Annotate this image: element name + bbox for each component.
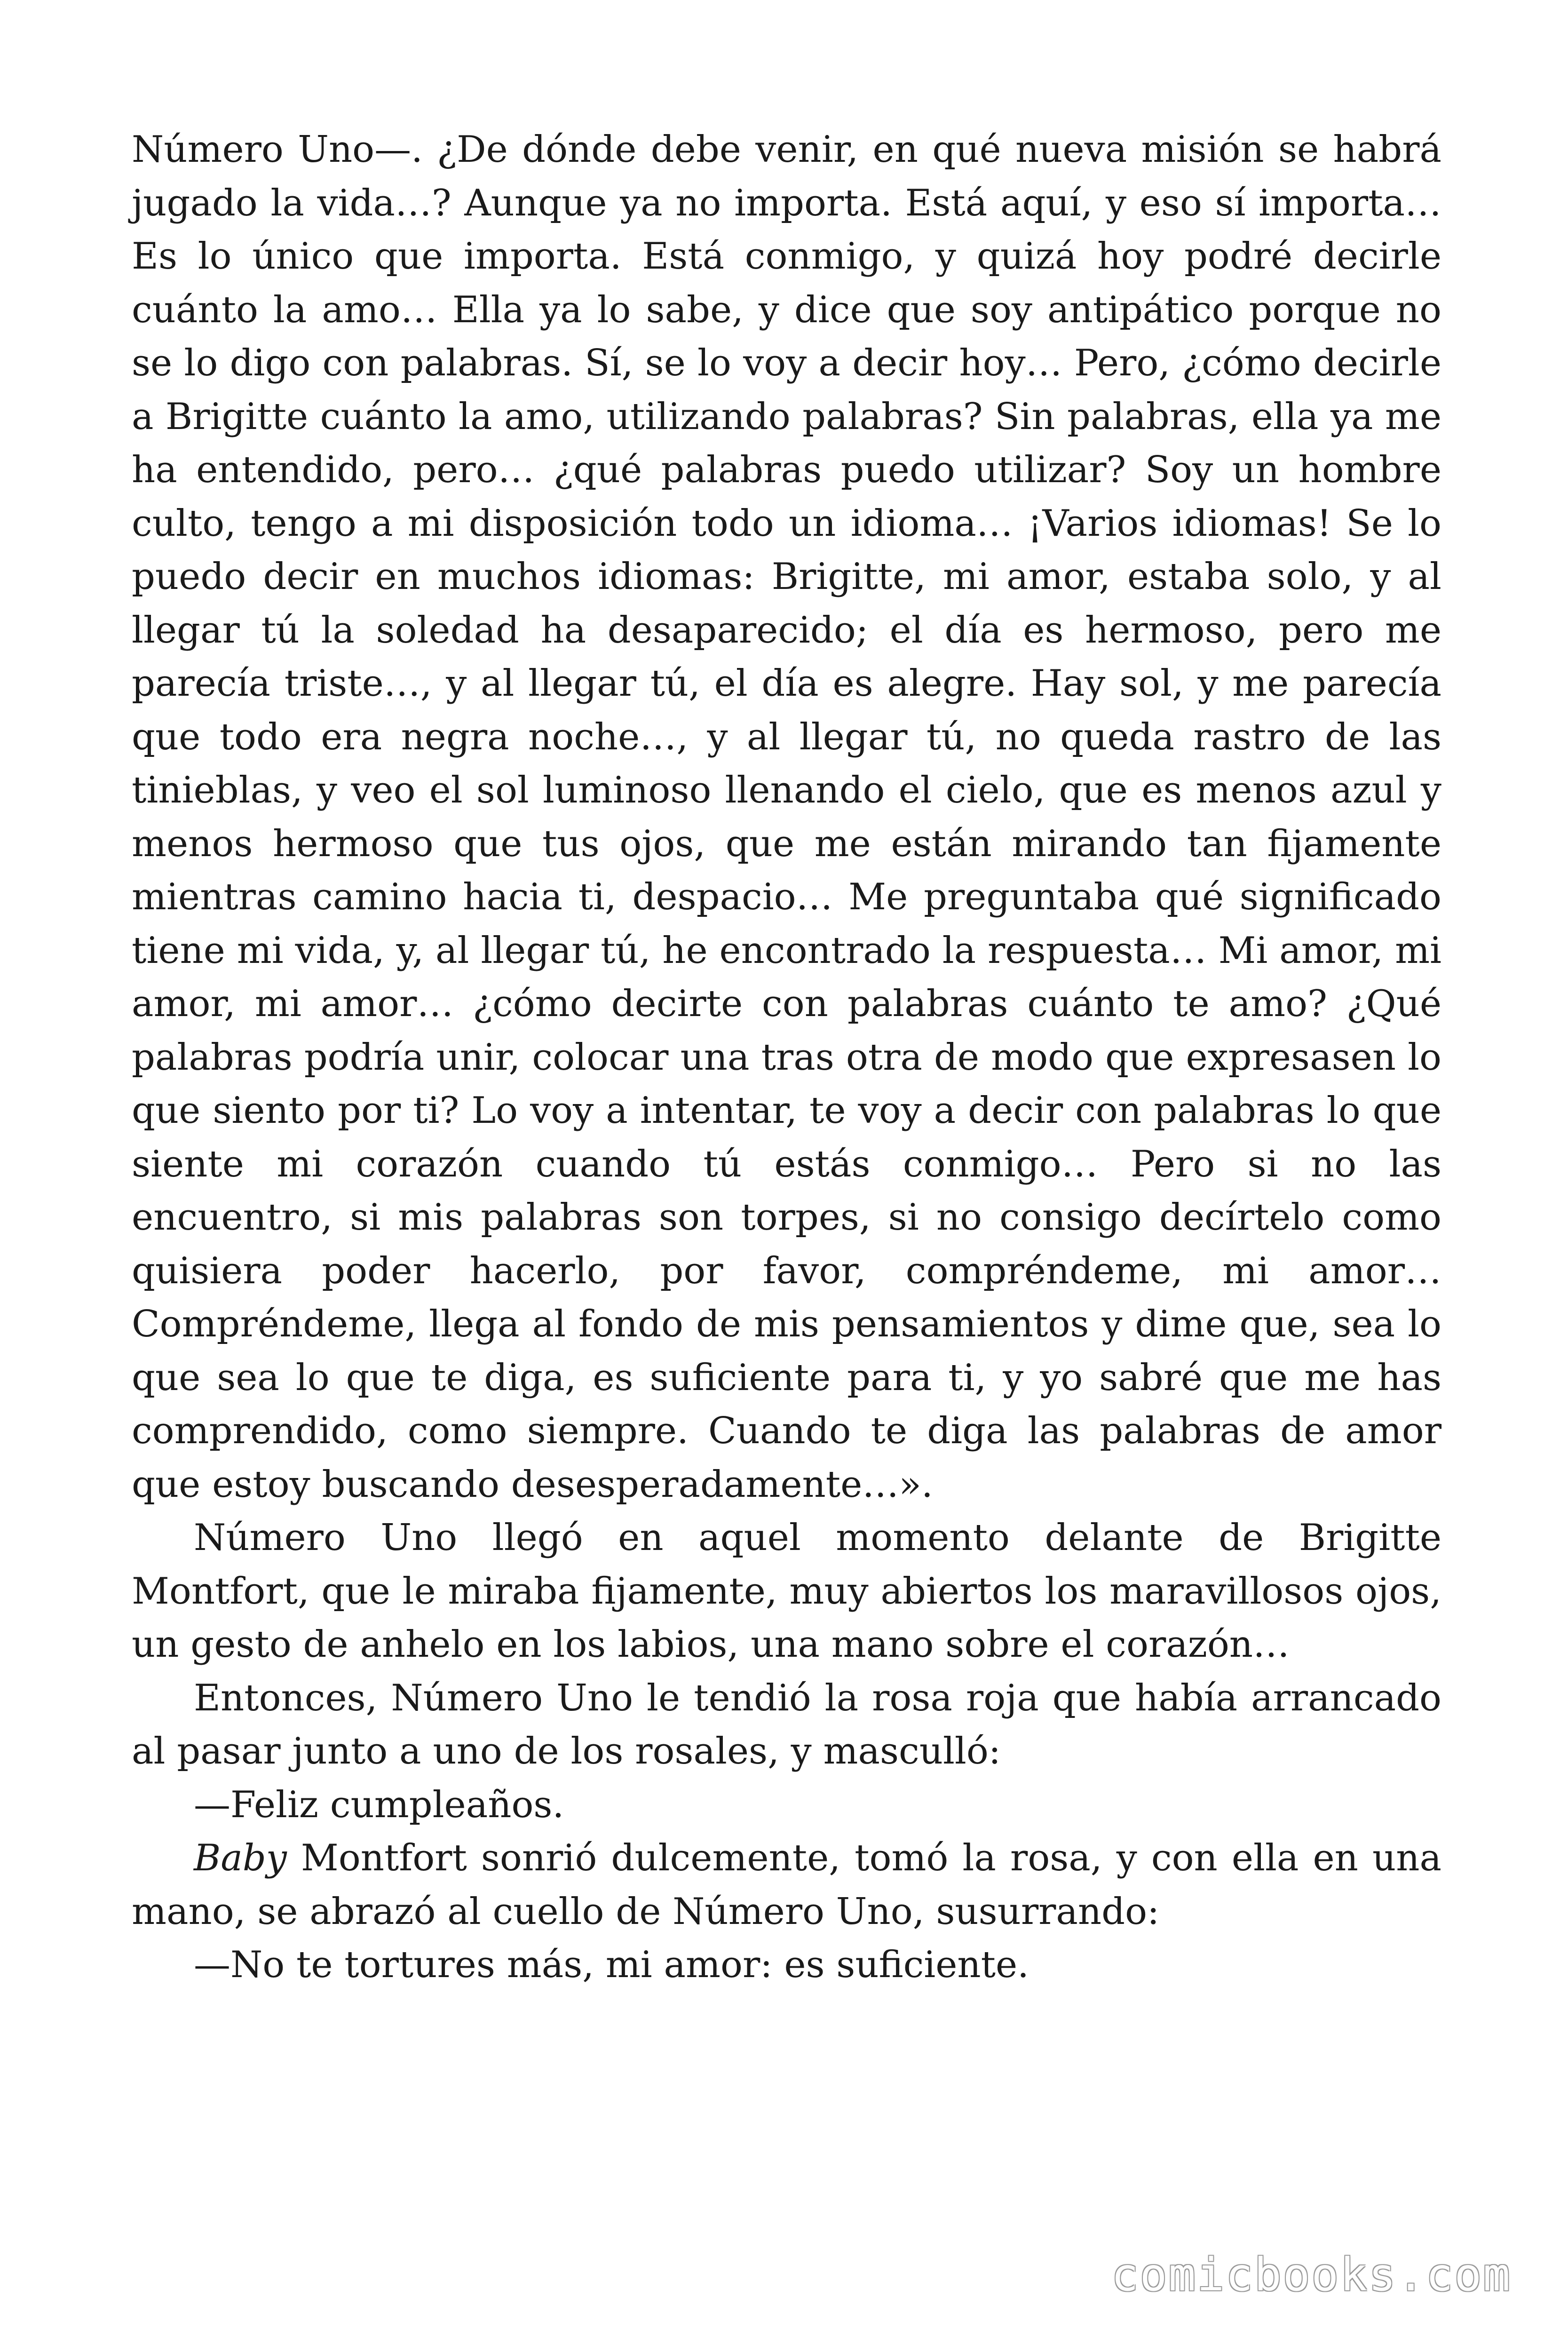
italic-baby: Baby: [194, 1837, 287, 1879]
paragraph-2: Número Uno llegó en aquel momento delante de Brigitte Montfort, que le miraba fijamente, muy abiertos los maravillosos ojos, un gesto de anhelo en los labios, una mano sobre el corazón…: [132, 1517, 1441, 1666]
paragraph-1: Número Uno—. ¿De dónde debe venir, en qué nueva misión se habrá jugado la vida…? Aunque ya no importa. Está aquí, y eso sí importa… Es lo único que importa. Está conmigo, y quizá hoy podré decirle cuánto la amo… Ella ya lo sabe, y dice que soy antipático porque no se lo digo con palabras. Sí, se lo voy a decir hoy… Pero, ¿cómo decirle a Brigitte cuánto la amo, utilizando palabras? Sin palabras, ella ya me ha entendido, pero… ¿qué palabras puedo utilizar? Soy un hombre culto, tengo a mi disposición todo un idioma… ¡Varios idiomas! Se lo puedo decir en muchos idiomas: Brigitte, mi amor, estaba solo, y al llegar tú la soledad ha desaparecido; el día es hermoso, pero me parecía triste…, y al llegar tú, el día es alegre. Hay sol, y me parecía que todo era negra noche…, y al llegar tú, no queda rastro de las tinieblas, y veo el sol luminoso llenando el cielo, que es menos azul y menos hermoso que tus ojos, que me están mirando tan fijamente mientras camino hacia ti, despacio… Me preguntaba qué significado tiene mi vida, y, al llegar tú, he encontrado la respuesta… Mi amor, mi amor, mi amor… ¿cómo decirte con palabras cuánto te amo? ¿Qué palabras podría unir, colocar una tras otra de modo que expresasen lo que siento por ti? Lo voy a intentar, te voy a decir con palabras lo que siente mi corazón cuando tú estás conmigo… Pero si no las encuentro, si mis palabras son torpes, si no consigo decírtelo como quisiera poder hacerlo, por favor, compréndeme, mi amor… Compréndeme, llega al fondo de mis pensamientos y dime que, sea lo que sea lo que te diga, es suficiente para ti, y yo sabré que me has comprendido, como siempre. Cuando te diga las palabras de amor que estoy buscando desesperadamente…».: [132, 128, 1441, 1506]
paragraph-3: Entonces, Número Uno le tendió la rosa roja que había arrancado al pasar junto a uno de los rosales, y masculló:: [132, 1677, 1441, 1772]
paragraph-5-text: Montfort sonrió dulcemente, tomó la rosa, y con ella en una mano, se abrazó al cuello de Número Uno, susurrando:: [132, 1837, 1441, 1933]
watermark: comicbooks.com: [1111, 2249, 1512, 2301]
page-text: [132, 123, 1441, 1992]
paragraph-6: —No te tortures más, mi amor: es suficiente.: [194, 1944, 1029, 1986]
paragraph-4: —Feliz cumpleaños.: [194, 1783, 564, 1826]
paragraph-5: [132, 1832, 1441, 1939]
